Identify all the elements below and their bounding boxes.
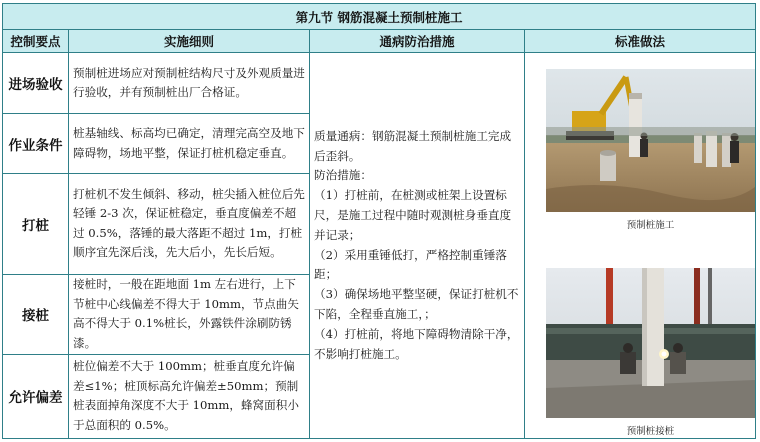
measure-item: （1）打桩前，在桩测或桩架上设置标尺，是施工过程中随时观测桩身垂直度并记录； xyxy=(314,188,512,242)
row-detail-conditions: 桩基轴线、标高均已确定，清理完高空及地下障碍物，场地平整，保证打桩机稳定垂直。 xyxy=(69,114,310,174)
header-control-point: 控制要点 xyxy=(3,30,69,53)
standard-practice-photos xyxy=(525,53,756,439)
photo-caption-pile-driving: 预制桩施工 xyxy=(626,220,675,232)
common-problem-text: 质量通病：钢筋混凝土预制桩施工完成后歪斜。 xyxy=(314,128,512,163)
header-standard: 标准做法 xyxy=(525,30,756,53)
construction-spec-table xyxy=(2,3,756,439)
photo-pile-driving xyxy=(546,69,755,231)
row-detail-splicing: 接桩时，一般在距地面 1m 左右进行，上下节桩中心线偏差不得大于 10mm，节点曲矢高不得大于 0.1%桩长，外露铁件涂刷防锈漆。 xyxy=(69,274,310,354)
photo-caption-pile-splicing: 预制桩接桩 xyxy=(626,426,675,438)
pile-splicing-photo-icon xyxy=(546,268,755,418)
row-label-piling: 打桩 xyxy=(3,174,69,274)
section-title: 第九节 钢筋混凝土预制桩施工 xyxy=(3,4,756,30)
measure-item: （2）采用重锤低打，严格控制重锤落距； xyxy=(314,247,507,282)
measures-title: 防治措施： xyxy=(314,168,372,183)
row-detail-piling: 打桩机不发生倾斜、移动，桩尖插入桩位后先轻锤 2-3 次，保证桩稳定，垂直度偏差不超过 0.5%，落锤的最大落距不超过 1m，打桩顺序宜先深后浅，先大后小，先长后短。 xyxy=(69,174,310,274)
measure-item: （3）确保场地平整坚硬，保证打桩机不下陷，全程垂直施工，； xyxy=(314,287,519,321)
prevention-measures xyxy=(310,53,525,439)
row-label-conditions: 作业条件 xyxy=(3,114,69,174)
header-prevention: 通病防治措施 xyxy=(310,30,525,53)
row-detail-acceptance: 预制桩进场应对预制桩结构尺寸及外观质量进行验收，并有预制桩出厂合格证。 xyxy=(69,53,310,114)
row-label-acceptance: 进场验收 xyxy=(3,53,69,114)
pile-driving-photo-icon xyxy=(546,69,755,212)
row-label-splicing: 接桩 xyxy=(3,274,69,354)
measure-item: （4）打桩前，将地下障碍物清除干净，不影响打桩施工。 xyxy=(314,326,519,361)
header-details: 实施细则 xyxy=(69,30,310,53)
photo-pile-splicing xyxy=(546,268,755,437)
row-detail-tolerance: 桩位偏差不大于 100mm；桩垂直度允许偏差≤1%；桩顶标高允许偏差±50mm；预制桩表面掉角深度不大于 10mm，蜂窝面积小于总面积的 0.5%。 xyxy=(69,354,310,438)
table-row xyxy=(3,53,756,114)
row-label-tolerance: 允许偏差 xyxy=(3,354,69,438)
